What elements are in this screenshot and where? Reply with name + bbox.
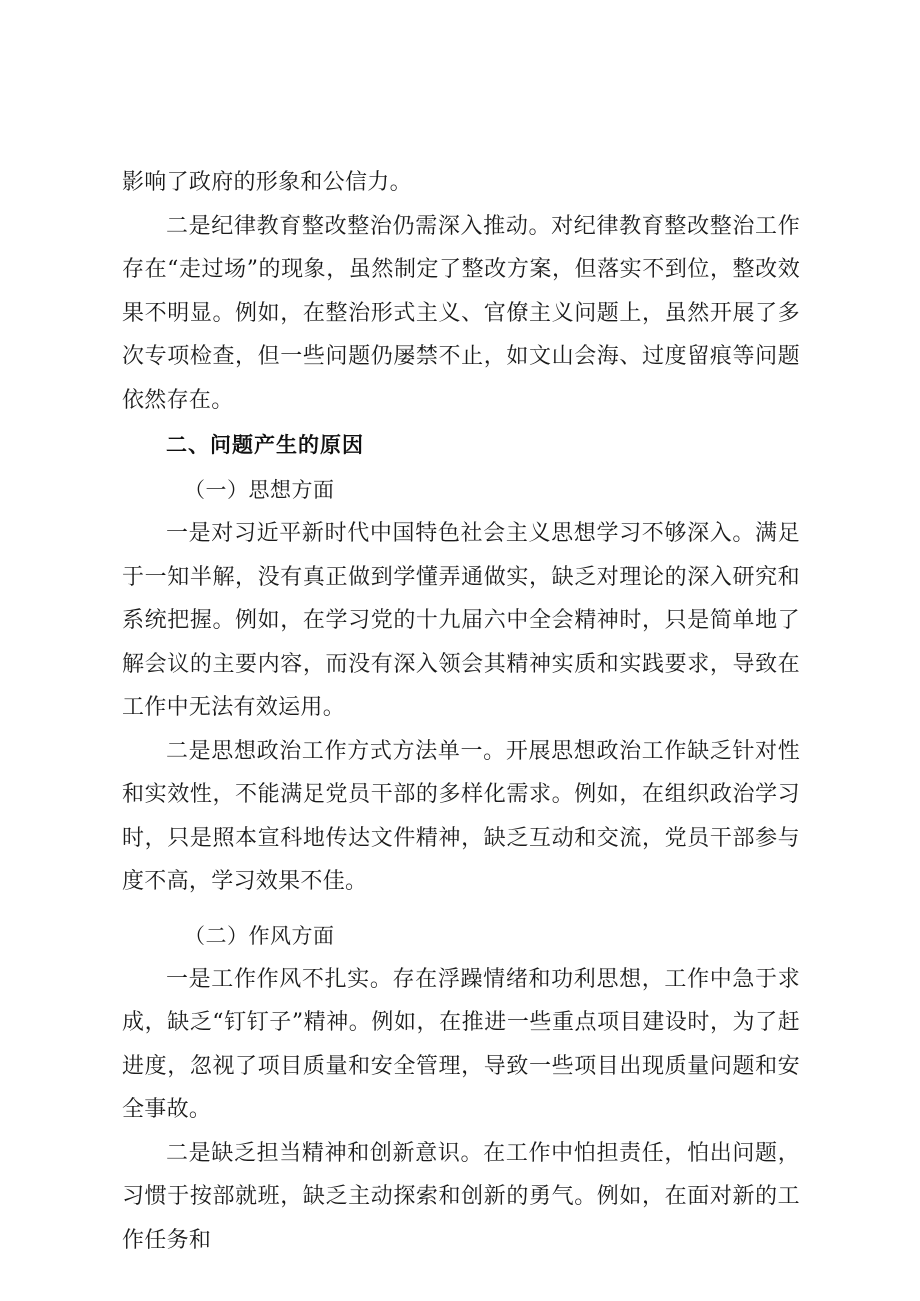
paragraph-work-style: 一是工作作风不扎实。存在浮躁情绪和功利思想，工作中急于求成，缺乏“钉钉子”精神。例如，在推进一些重点项目建设时，为了赶进度，忽视了项目质量和安全管理，导致一些项目出现质量问题和安全事故。 bbox=[122, 966, 800, 1122]
document-body bbox=[122, 161, 800, 1262]
paragraph-responsibility: 二是缺乏担当精神和创新意识。在工作中怕担责任，怕出问题，习惯于按部就班，缺乏主动探索和创新的勇气。例如，在面对新的工作任务和 bbox=[122, 1140, 800, 1253]
section-heading-causes: 二、问题产生的原因 bbox=[166, 433, 364, 457]
paragraph-political-work: 二是思想政治工作方式方法单一。开展思想政治工作缺乏针对性和实效性，不能满足党员干部的多样化需求。例如，在组织政治学习时，只是照本宣科地传达文件精神，缺乏互动和交流，党员干部参与度不高，学习效果不佳。 bbox=[122, 738, 800, 894]
spacer bbox=[122, 904, 800, 914]
paragraph-discipline-education: 二是纪律教育整改整治仍需深入推动。对纪律教育整改整治工作存在“走过场”的现象，虽然制定了整改方案，但落实不到位，整改效果不明显。例如，在整治形式主义、官僚主义问题上，虽然开展了多次专项检查，但一些问题仍屡禁不止，如文山会海、过度留痕等问题依然存在。 bbox=[122, 213, 800, 413]
paragraph-continuation: 影响了政府的形象和公信力。 bbox=[122, 170, 412, 195]
subheading-thought: （一）思想方面 bbox=[184, 478, 335, 502]
paragraph-theory-study: 一是对习近平新时代中国特色社会主义思想学习不够深入。满足于一知半解，没有真正做到学懂弄通做实，缺乏对理论的深入研究和系统把握。例如，在学习党的十九届六中全会精神时，只是简单地了解会议的主要内容，而没有深入领会其精神实质和实践要求，导致在工作中无法有效运用。 bbox=[122, 521, 800, 720]
subheading-work-style: （二）作风方面 bbox=[184, 923, 335, 948]
